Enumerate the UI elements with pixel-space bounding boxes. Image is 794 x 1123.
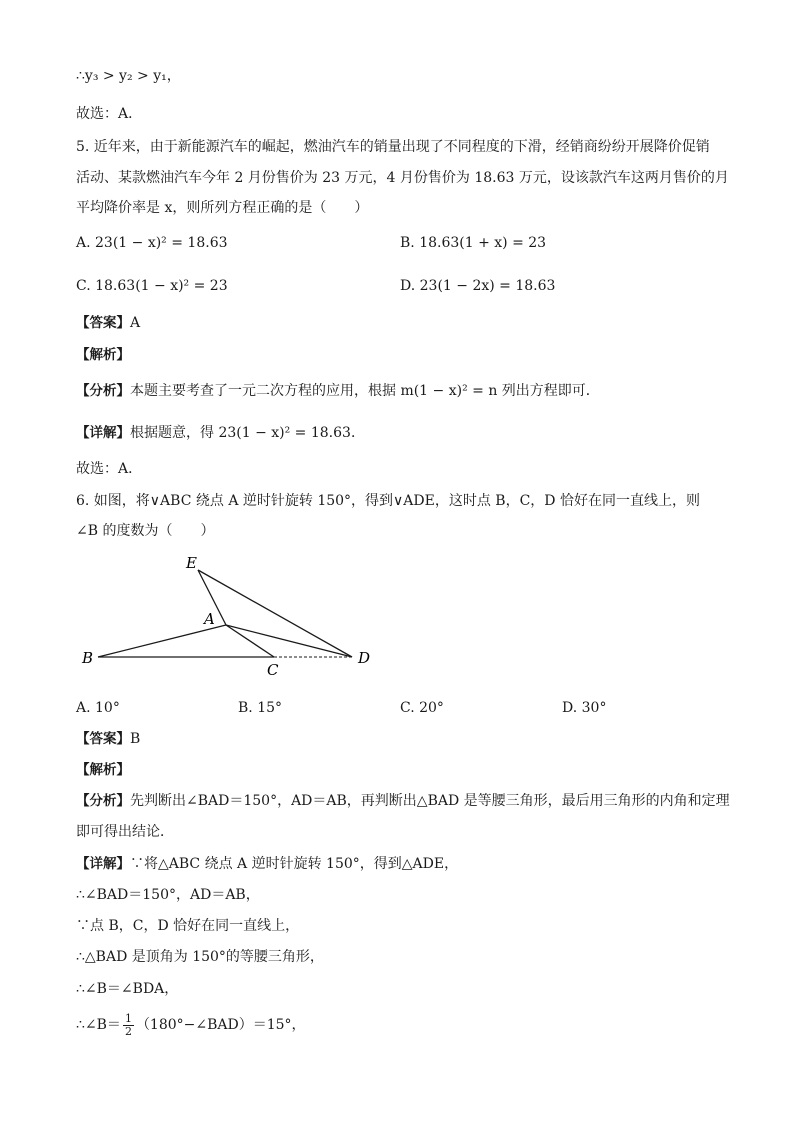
q5-option-d: D. 23(1 − 2x) = 18.63 xyxy=(400,278,556,294)
segment-ed xyxy=(198,570,352,657)
q5-option-a: A. 23(1 − x)² = 18.63 xyxy=(76,235,228,251)
fenxi-tag: 【分析】 xyxy=(76,793,130,809)
fenxi-tag: 【分析】 xyxy=(76,383,130,399)
label-a: A xyxy=(204,610,215,628)
fenxi-text: 先判断出∠BAD＝150°，AD＝AB，再判断出△BAD 是等腰三角形，最后用三角形的内角和定理 xyxy=(130,793,730,809)
fenxi-text: 本题主要考查了一元二次方程的应用，根据 m(1 − x)² = n 列出方程即可． xyxy=(130,383,600,399)
segment-ba xyxy=(98,625,226,657)
xiangjie-text: ∵将△ABC 绕点 A 逆时针旋转 150°，得到△ADE， xyxy=(130,856,459,872)
label-c: C xyxy=(267,661,279,679)
segment-ac xyxy=(226,625,274,657)
xiangjie-tag: 【详解】 xyxy=(76,425,130,441)
q6-analysis-tag xyxy=(76,760,130,780)
segment-ad xyxy=(226,625,352,657)
answer-value: A xyxy=(130,315,141,331)
q6-fenxi xyxy=(76,791,730,811)
step-5-prefix: ∴∠B＝ xyxy=(76,1017,121,1033)
q6-option-a: A. 10° xyxy=(76,700,120,716)
step-5 xyxy=(76,1012,306,1038)
choice-line: 故选：A． xyxy=(76,106,143,122)
xiangjie-text: 根据题意，得 23(1 − x)² = 18.63． xyxy=(130,425,365,441)
step-3: ∴△BAD 是顶角为 150°的等腰三角形， xyxy=(76,949,324,965)
step-4: ∴∠B＝∠BDA， xyxy=(76,981,179,997)
fraction-one-half xyxy=(123,1013,134,1038)
q5-fenxi xyxy=(76,381,600,401)
label-e: E xyxy=(186,554,197,572)
q6-option-b: B. 15° xyxy=(238,700,283,716)
fraction-numerator: 1 xyxy=(124,1011,132,1025)
q6-answer xyxy=(76,729,140,749)
label-d: D xyxy=(358,649,371,667)
analysis-tag: 【解析】 xyxy=(76,762,130,778)
q6-stem-line-1: 6. 如图，将∨ABC 绕点 A 逆时针旋转 150°，得到∨ADE，这时点 B，C，D 恰好在同一直线上，则 xyxy=(76,493,700,509)
step-5-suffix: （180°−∠BAD）＝15°， xyxy=(135,1017,306,1033)
q5-option-c: C. 18.63(1 − x)² = 23 xyxy=(76,278,228,294)
answer-value: B xyxy=(130,731,141,747)
answer-tag: 【答案】 xyxy=(76,731,130,747)
q5-choice: 故选：A． xyxy=(76,461,143,477)
step-2: ∵点 B，C，D 恰好在同一直线上， xyxy=(76,918,300,934)
step-1: ∴∠BAD＝150°，AD＝AB， xyxy=(76,887,260,903)
q5-answer xyxy=(76,313,140,333)
q6-option-c: C. 20° xyxy=(400,700,444,716)
label-b: B xyxy=(82,649,94,667)
q6-fenxi-cont: 即可得出结论． xyxy=(76,824,174,840)
q5-stem-line-3: 平均降价率是 x，则所列方程正确的是（ ） xyxy=(76,200,369,216)
q5-option-b: B. 18.63(1 + x) = 23 xyxy=(400,235,547,251)
q5-analysis-tag xyxy=(76,345,130,365)
rotation-figure xyxy=(76,548,396,688)
q5-xiangjie xyxy=(76,423,365,443)
fraction-denominator: 2 xyxy=(124,1024,132,1038)
q6-xiangjie xyxy=(76,854,458,874)
q6-option-d: D. 30° xyxy=(562,700,607,716)
xiangjie-tag: 【详解】 xyxy=(76,856,130,872)
q5-stem-line-2: 活动、某款燃油汽车今年 2 月份售价为 23 万元，4 月份售价为 18.63 万元，设该款汽车这两月售价的月 xyxy=(76,170,729,186)
conclusion-line: ∴y₃ > y₂ > y₁， xyxy=(76,68,181,84)
q5-stem-line-1: 5. 近年来，由于新能源汽车的崛起，燃油汽车的销量出现了不同程度的下滑，经销商纷纷开展降价促销 xyxy=(76,139,710,155)
answer-tag: 【答案】 xyxy=(76,315,130,331)
q6-stem-line-2: ∠B 的度数为（ ） xyxy=(76,523,215,539)
analysis-tag: 【解析】 xyxy=(76,347,130,363)
